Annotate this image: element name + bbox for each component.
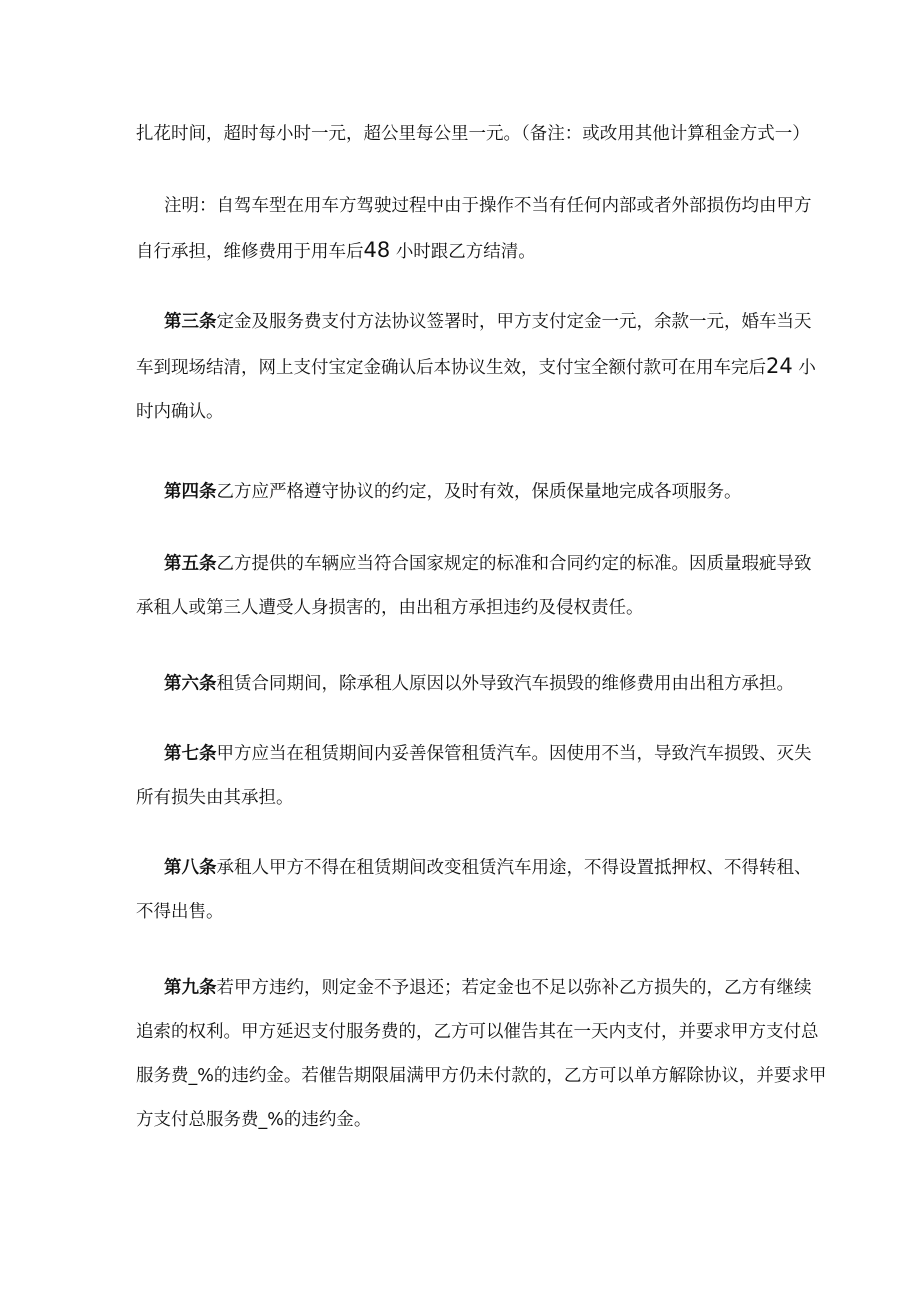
article-heading: 第四条: [164, 482, 217, 502]
text-line: 追索的权利。甲方延迟支付服务费的，乙方可以催告其在一天内支付，并要求甲方支付总: [136, 1022, 819, 1042]
text-segment: 乙方应严格遵守协议的约定，及时有效，保质保量地完成各项服务。: [216, 482, 742, 502]
paragraph-rental-time: [136, 112, 810, 156]
article-heading: 第五条: [164, 554, 217, 574]
article-heading: 第八条: [164, 858, 217, 878]
number-hours: 24: [766, 354, 793, 378]
text-line: 不得出售。: [136, 902, 224, 922]
text-segment: 小时跟乙方结清。: [395, 242, 536, 262]
text-line: [136, 846, 812, 890]
text-line: [136, 228, 806, 274]
text-line: [136, 300, 812, 344]
article-5: [136, 542, 812, 630]
article-3: [136, 300, 816, 434]
text-line: [136, 662, 806, 706]
text-segment: 甲方应当在租赁期间内妥善保管租赁汽车。因使用不当，导致汽车损毁、灭失: [216, 744, 812, 764]
text-segment: 承租人甲方不得在租赁期间改变租赁汽车用途，不得设置抵押权、不得转租、: [216, 858, 812, 878]
text-line: [136, 470, 806, 514]
text-segment: 自行承担，维修费用于用车后: [136, 242, 364, 262]
text-line: [136, 966, 812, 1010]
text-line: 扎花时间，超时每小时一元，超公里每公里一元。（备注：或改用其他计算租金方式一）: [136, 124, 810, 144]
text-line: [136, 732, 812, 776]
text-line: [136, 542, 812, 586]
article-8: [136, 846, 812, 934]
text-segment: 定金及服务费支付方法协议签署时，甲方支付定金一元，余款一元，婚车当天: [216, 312, 812, 332]
text-line: 承租人或第三人遭受人身损害的，由出租方承担违约及侵权责任。: [136, 598, 644, 618]
text-line: 注明：自驾车型在用车方驾驶过程中由于操作不当有任何内部或者外部损伤均由甲方: [164, 196, 812, 216]
number-hours: 48: [363, 238, 391, 262]
text-segment: 小: [798, 358, 816, 378]
paragraph-note: [136, 184, 812, 274]
article-heading: 第三条: [164, 312, 217, 332]
article-9: [136, 966, 827, 1142]
text-line: 方支付总服务费_%的违约金。: [136, 1110, 372, 1130]
text-line: 所有损失由其承担。: [136, 788, 294, 808]
article-heading: 第九条: [164, 978, 217, 998]
article-7: [136, 732, 812, 820]
text-segment: 乙方提供的车辆应当符合国家规定的标准和合同约定的标准。因质量瑕疵导致: [216, 554, 812, 574]
article-heading: 第六条: [164, 674, 217, 694]
text-segment: 租赁合同期间，除承租人原因以外导致汽车损毁的维修费用由出租方承担。: [216, 674, 794, 694]
article-6: [136, 662, 806, 706]
text-line: [136, 344, 816, 390]
text-line: 时内确认。: [136, 402, 224, 422]
article-heading: 第七条: [164, 744, 217, 764]
text-line: 服务费_%的违约金。若催告期限届满甲方仍未付款的，乙方可以单方解除协议，并要求甲: [136, 1066, 827, 1086]
text-segment: 车到现场结清，网上支付宝定金确认后本协议生效，支付宝全额付款可在用车完后: [136, 358, 766, 378]
text-segment: 若甲方违约，则定金不予退还；若定金也不足以弥补乙方损失的，乙方有继续: [216, 978, 812, 998]
article-4: [136, 470, 806, 514]
